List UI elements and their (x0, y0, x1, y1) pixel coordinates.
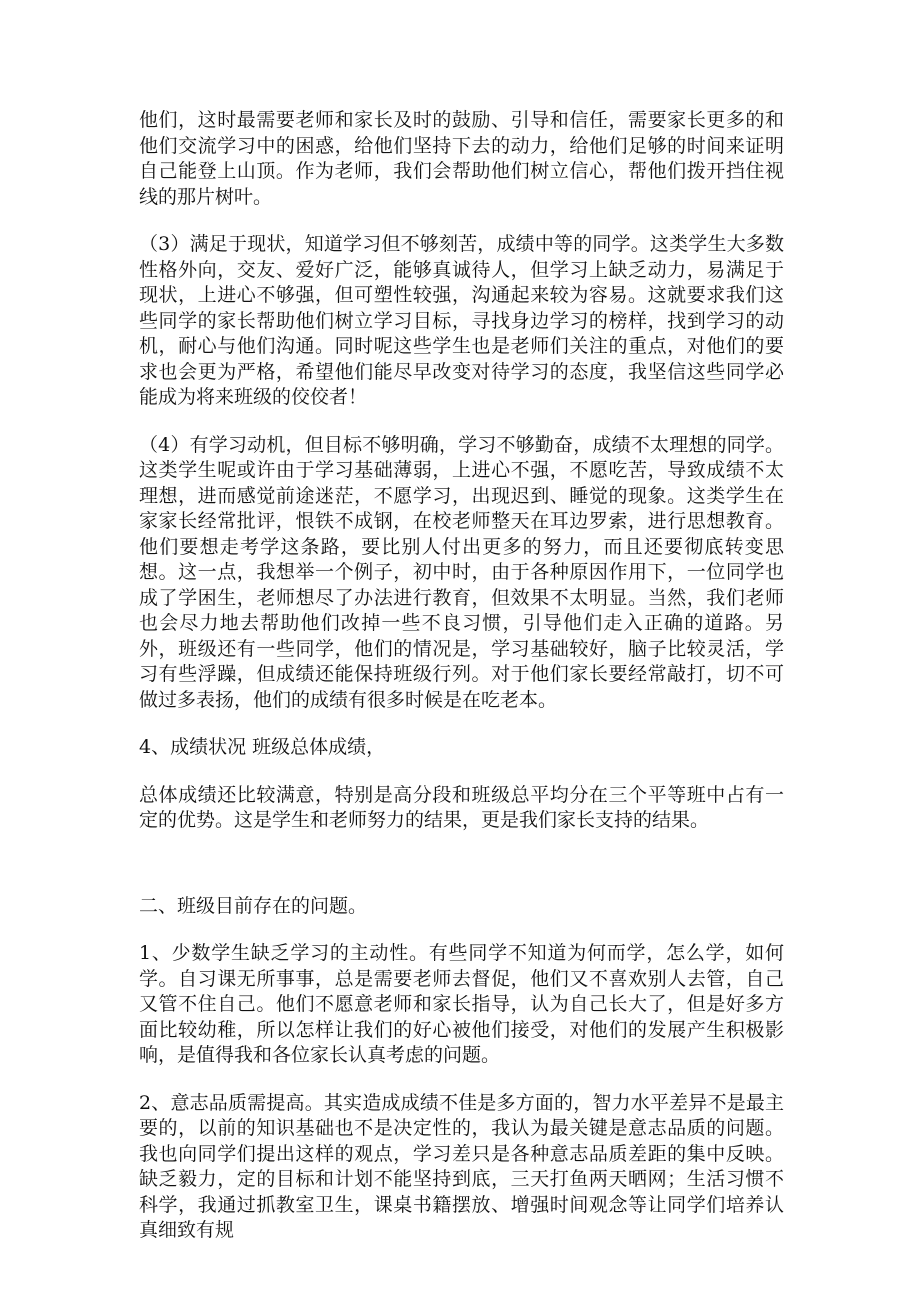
paragraph-group-3: （3）满足于现状，知道学习但不够刻苦，成绩中等的同学。这类学生大多数性格外向，交友、爱好广泛，能够真诚待人，但学习上缺乏动力，易满足于现状，上进心不够强，但可塑性较强，沟通起来较为容易。这就要求我们这些同学的家长帮助他们树立学习目标，寻找身边学习的榜样，找到学习的动机，耐心与他们沟通。同时呢这些学生也是老师们关注的重点，对他们的要求也会更为严格，希望他们能尽早改变对待学习的态度，我坚信这些同学必能成为将来班级的佼佼者！ (139, 233, 784, 408)
paragraph-group-4: （4）有学习动机，但目标不够明确，学习不够勤奋，成绩不太理想的同学。这类学生呢或许由于学习基础薄弱，上进心不强，不愿吃苦，导致成绩不太理想，进而感觉前途迷茫，不愿学习，出现迟到、睡觉的现象。这类学生在家家长经常批评，恨铁不成钢，在校老师整天在耳边罗索，进行思想教育。他们要想走考学这条路，要比别人付出更多的努力，而且还要彻底转变思想。这一点，我想举一个例子，初中时，由于各种原因作用下，一位同学也成了学困生，老师想尽了办法进行教育，但效果不太明显。当然，我们老师也会尽力地去帮助他们改掉一些不良习惯，引导他们走入正确的道路。另外，班级还有一些同学，他们的情况是，学习基础较好，脑子比较灵活，学习有些浮躁，但成绩还能保持班级行列。对于他们家长要经常敲打，切不可做过多表扬，他们的成绩有很多时候是在吃老本。 (139, 433, 784, 711)
paragraph-problem-1: 1、少数学生缺乏学习的主动性。有些同学不知道为何而学，怎么学，如何学。自习课无所事事，总是需要老师去督促，他们又不喜欢别人去管，自己又管不住自己。他们不愿意老师和家长指导，认为自己长大了，但是好多方面比较幼稚，所以怎样让我们的好心被他们接受，对他们的发展产生积极影响，是值得我和各位家长认真考虑的问题。 (139, 942, 784, 1066)
paragraph-problem-2: 2、意志品质需提高。其实造成成绩不佳是多方面的，智力水平差异不是最主要的，以前的知识基础也不是决定性的，我认为最关键是意志品质的问题。我也向同学们提出这样的观点，学习差只是各种意志品质差距的集中反映。缺乏毅力，定的目标和计划不能坚持到底，三天打鱼两天晒网；生活习惯不科学，我通过抓教室卫生，课桌书籍摆放、增强时间观念等让同学们培养认真细致有规 (139, 1091, 784, 1241)
document-body (139, 108, 784, 1266)
section-heading-grades: 4、成绩状况 班级总体成绩， (139, 736, 386, 758)
paragraph-overall-grades: 总体成绩还比较满意，特别是高分段和班级总平均分在三个平等班中占有一定的优势。这是学生和老师努力的结果，更是我们家长支持的结果。 (139, 783, 784, 831)
paragraph-continuation: 他们，这时最需要老师和家长及时的鼓励、引导和信任，需要家长更多的和他们交流学习中的困惑，给他们坚持下去的动力，给他们足够的时间来证明自己能登上山顶。作为老师，我们会帮助他们树立信心，帮他们拨开挡住视线的那片树叶。 (139, 109, 784, 208)
section-heading-problems: 二、班级目前存在的问题。 (139, 894, 368, 917)
